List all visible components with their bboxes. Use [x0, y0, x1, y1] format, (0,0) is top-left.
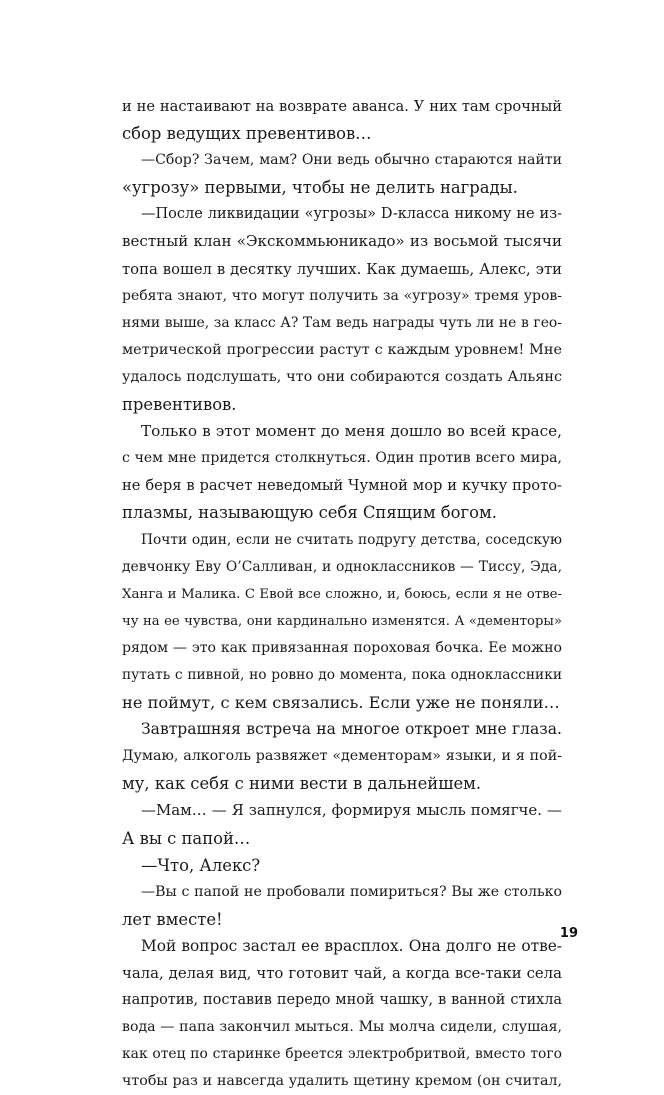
text-line: чу на ее чувства, они кардинально изменятся. А «дементоры»	[122, 613, 562, 629]
text-line: —После ликвидации «угрозы» D-класса никому не из-	[141, 206, 562, 223]
body-text	[122, 93, 562, 1095]
text-line: рядом — это как привязанная пороховая бочка. Ее можно	[122, 639, 562, 656]
text-line: —Сбор? Зачем, мам? Они ведь обычно стараются найти	[141, 152, 562, 169]
text-line: напротив, поставив передо мной чашку, в ванной стихла	[122, 992, 562, 1009]
text-line: му, как себя с ними вести в дальнейшем.	[122, 774, 482, 794]
text-line: чала, делая вид, что готовит чай, а когда все-таки села	[122, 964, 562, 982]
text-line: Почти один, если не считать подругу детства, соседскую	[141, 531, 562, 548]
text-line: Думаю, алкоголь развяжет «дементорам» языки, и я пой-	[122, 748, 562, 765]
text-line: удалось подслушать, что они собираются создать Альянс	[122, 368, 562, 385]
text-line: не беря в расчет неведомый Чумной мор и кучку прото-	[122, 477, 562, 495]
text-line: Только в этот момент до меня дошло во всей красе,	[141, 422, 562, 441]
text-line: —Вы с папой не пробовали помириться? Вы же столько	[141, 883, 562, 900]
text-line: путать с пивной, но ровно до момента, пока одноклассники	[122, 666, 562, 683]
text-line: Мой вопрос застал ее врасплох. Она долго не отве-	[141, 936, 562, 955]
text-line: с чем мне придется столкнуться. Один против всего мира,	[122, 450, 562, 467]
text-line: топа вошел в десятку лучших. Как думаешь, Алекс, эти	[122, 260, 562, 278]
text-line: —Что, Алекс?	[141, 855, 261, 875]
text-line: и не настаивают на возврате аванса. У них там срочный	[122, 98, 562, 115]
text-line: —Мам… — Я запнулся, формируя мысль помягче. —	[141, 801, 562, 820]
text-line: чтобы раз и навсегда удалить щетину кремом (он считал,	[122, 1073, 562, 1090]
text-line: не поймут, с кем связались. Если уже не поняли…	[122, 693, 560, 713]
text-line: сбор ведущих превентивов…	[122, 124, 372, 144]
text-line: «угрозу» первыми, чтобы не делить награды.	[122, 178, 518, 198]
text-line: как отец по старинке бреется электробритвой, вместо того	[122, 1046, 562, 1063]
text-line: вестный клан «Экскоммьюникадо» из восьмой тысячи	[122, 232, 562, 251]
text-line: вода — папа закончил мыться. Мы молча сидели, слушая,	[122, 1019, 562, 1036]
text-line: плазмы, называющую себя Спящим богом.	[122, 503, 497, 523]
text-line: нями выше, за класс А? Там ведь награды чуть ли не в гео-	[122, 314, 562, 331]
text-line: превентивов.	[122, 395, 237, 415]
text-line: лет вместе!	[122, 909, 223, 929]
text-line: Ханга и Малика. С Евой все сложно, и, боюсь, если я не отве-	[122, 586, 562, 602]
text-line: ребята знают, что могут получить за «угрозу» тремя уров-	[122, 287, 562, 304]
text-line: Завтрашняя встреча на многое откроет мне глаза.	[141, 720, 562, 739]
text-line: метрической прогрессии растут с каждым уровнем! Мне	[122, 341, 562, 358]
page-number: 19	[559, 926, 578, 941]
text-line: девчонку Еву О’Салливан, и одноклассников — Тиссу, Эда,	[122, 558, 562, 575]
text-line: А вы с папой…	[122, 828, 251, 848]
